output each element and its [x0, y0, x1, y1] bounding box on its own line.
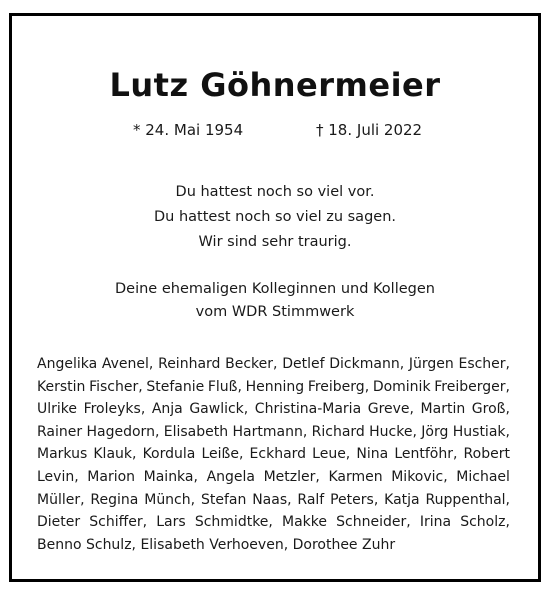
- names-word: Scholz,: [460, 514, 510, 531]
- names-word: Michael: [456, 468, 510, 485]
- names-word: Markus: [37, 446, 88, 463]
- names-word: Angelika: [37, 356, 98, 372]
- names-word: Hustiak,: [452, 423, 510, 440]
- names-word: Rainer: [37, 423, 83, 440]
- obituary-notice: [9, 13, 541, 582]
- names-word: Reinhard: [158, 356, 221, 372]
- names-word: Schiffer,: [89, 514, 148, 531]
- names-line: [37, 443, 510, 466]
- names-word: Peters,: [330, 491, 379, 508]
- names-word: Elisabeth: [163, 423, 229, 440]
- names-word: Jörg: [421, 423, 449, 440]
- names-word: Levin,: [37, 468, 79, 485]
- names-word: Münch,: [144, 491, 196, 508]
- names-word: Regina: [90, 491, 139, 508]
- names-line: [37, 534, 510, 557]
- names-word: Fischer,: [89, 378, 143, 395]
- names-word: Greve,: [367, 401, 414, 418]
- names-word: Freiberg,: [307, 378, 370, 395]
- names-word: Christina-Maria: [254, 401, 362, 418]
- names-word: Richard: [311, 423, 365, 440]
- names-word: Becker,: [225, 356, 278, 372]
- names-word: Hucke,: [369, 423, 417, 440]
- names-word: Klauk,: [93, 446, 137, 463]
- names-word: Eckhard: [249, 446, 307, 463]
- senders-line: Deine ehemaligen Kolleginnen und Kollegen: [115, 281, 435, 297]
- names-word: Henning: [245, 378, 305, 395]
- names-word: Dominik: [372, 378, 431, 395]
- names-word: Hagedorn,: [86, 423, 160, 440]
- names-word: Metzler,: [263, 468, 320, 485]
- names-word: Fluß,: [207, 378, 242, 395]
- names-line: [37, 489, 510, 512]
- colleague-names: [37, 353, 510, 556]
- names-word: Kordula: [142, 446, 196, 463]
- verse-line: Du hattest noch so viel vor.: [175, 184, 375, 200]
- death-date: † 18. Juli 2022: [316, 121, 423, 139]
- names-word: Benno Schulz, Elisabeth Verhoeven, Dorothee Zuhr: [37, 536, 396, 553]
- names-word: Freiberger,: [434, 378, 510, 395]
- names-word: Müller,: [37, 491, 85, 508]
- senders: [12, 278, 538, 324]
- names-word: Kerstin: [37, 378, 86, 395]
- names-word: Ulrike: [37, 401, 78, 418]
- deceased-name: Lutz Göhnermeier: [109, 66, 441, 104]
- senders-line: vom WDR Stimmwerk: [195, 304, 355, 320]
- verse-line: Wir sind sehr traurig.: [198, 234, 352, 250]
- names-word: Angela: [206, 468, 255, 485]
- names-line: [37, 353, 510, 376]
- names-line: [37, 466, 510, 489]
- names-line: [37, 511, 510, 534]
- names-word: Lars: [156, 514, 186, 531]
- names-word: Dickmann,: [329, 356, 405, 372]
- names-line: [37, 376, 510, 399]
- names-word: Escher,: [458, 356, 510, 372]
- names-line: [37, 398, 510, 421]
- names-word: Leiße,: [201, 446, 244, 463]
- names-word: Ralf: [297, 491, 325, 508]
- names-word: Leue,: [312, 446, 351, 463]
- names-line: [37, 421, 510, 444]
- names-word: Ruppenthal,: [425, 491, 510, 508]
- verse-line: Du hattest noch so viel zu sagen.: [154, 209, 396, 225]
- names-word: Robert: [463, 446, 510, 463]
- names-word: Schneider,: [336, 514, 411, 531]
- names-word: Froleyks,: [83, 401, 146, 418]
- names-word: Stefan: [200, 491, 247, 508]
- names-word: Hartmann,: [232, 423, 308, 440]
- names-word: Groß,: [471, 401, 510, 418]
- names-word: Mikovic,: [391, 468, 448, 485]
- names-word: Marion: [87, 468, 136, 485]
- birth-date: * 24. Mai 1954: [133, 121, 244, 139]
- names-word: Avenel,: [101, 356, 154, 372]
- names-word: Anja: [151, 401, 183, 418]
- names-word: Katja: [384, 491, 420, 508]
- names-word: Detlef: [282, 356, 325, 372]
- names-word: Schmidtke,: [194, 514, 273, 531]
- names-word: Nina: [356, 446, 389, 463]
- names-word: Stefanie: [146, 378, 205, 395]
- names-word: Martin: [420, 401, 466, 418]
- names-word: Makke: [282, 514, 328, 531]
- names-word: Dieter: [37, 514, 81, 531]
- names-word: Gawlick,: [189, 401, 249, 418]
- names-word: Karmen: [328, 468, 383, 485]
- names-word: Jürgen: [408, 356, 454, 372]
- names-word: Naas,: [252, 491, 292, 508]
- verse: [12, 180, 538, 255]
- names-word: Irina: [419, 514, 452, 531]
- names-word: Mainka,: [143, 468, 198, 485]
- names-word: Lentföhr,: [394, 446, 458, 463]
